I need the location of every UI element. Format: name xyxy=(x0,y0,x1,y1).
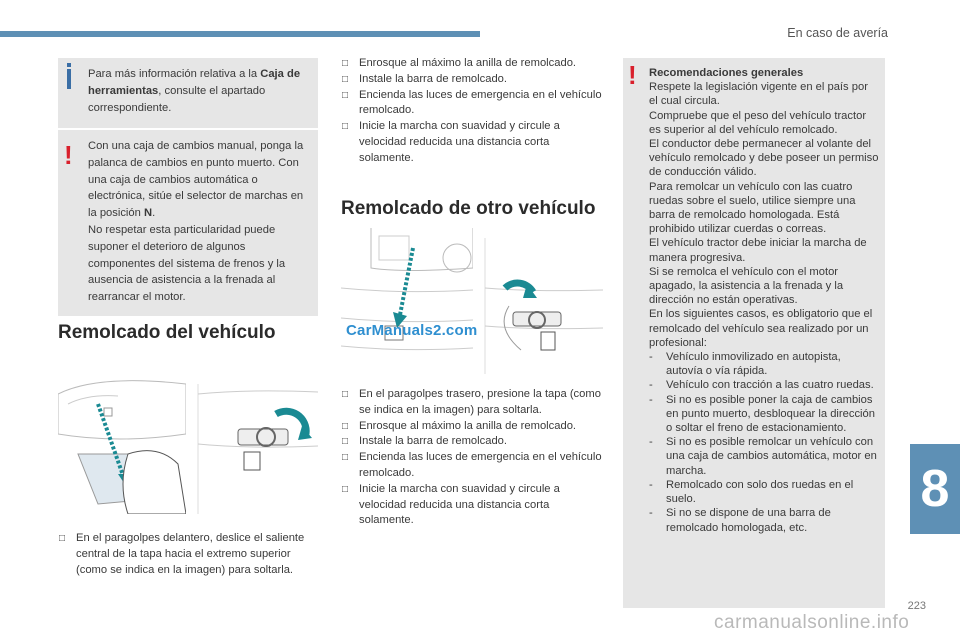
recommendation-paragraph: En los siguientes casos, es obligatorio que el remolcado del vehículo sea realizado por un profesional: xyxy=(649,308,873,349)
rear-tow-ring-illustration xyxy=(475,228,603,374)
tow-ring-illustration xyxy=(188,374,318,514)
check-box-icon: □ xyxy=(342,121,349,133)
mid-top-steps xyxy=(341,56,603,167)
watermark-footer: carmanualsonline.info xyxy=(714,612,910,633)
list-item: - Si no se dispone de una barra de remolcado homologada, etc. xyxy=(649,506,879,534)
list-item: - Si no es posible poner la caja de cambios en punto muerto, desbloquear la dirección o soltar el freno de estacionamiento. xyxy=(649,393,879,436)
recommendation-paragraph: Respete la legislación vigente en el país por el cual circula. xyxy=(649,81,868,108)
professional-cases-list xyxy=(649,350,879,535)
check-box-icon: □ xyxy=(342,389,349,400)
recommendation-paragraph: El vehículo tractor debe iniciar la marcha de manera progresiva. xyxy=(649,237,867,264)
check-box-icon: □ xyxy=(59,533,66,544)
check-box-icon: □ xyxy=(342,73,349,85)
chapter-tab xyxy=(910,444,960,534)
list-item-text: Enrosque al máximo la anilla de remolcado. xyxy=(359,57,577,69)
warning-gearbox-text2: No respetar esta particularidad puede suponer el deterioro de algunos componentes del sistema de frenos y la ausencia de asistencia a la frenada al rearrancar el motor. xyxy=(88,223,286,304)
info-icon xyxy=(67,69,71,89)
front-bumper-illustration xyxy=(58,374,186,514)
list-item xyxy=(58,531,320,578)
recommendations-title xyxy=(649,66,879,80)
list-item-text: Inicie la marcha con suavidad y circule a velocidad reducida una distancia corta solamente. xyxy=(359,120,560,164)
list-item-text: Encienda las luces de emergencia en el vehículo remolcado. xyxy=(359,88,602,117)
list-item xyxy=(341,119,603,166)
check-box-icon: □ xyxy=(342,452,349,464)
list-item xyxy=(341,88,603,120)
list-item: - Vehículo con tracción a las cuatro ruedas. xyxy=(649,378,879,392)
warning-text-prefix: Con una caja de cambios manual, ponga la palanca de cambios en punto muerto. Con una caja de cambios automática o electrónica, sitúe el selector de marchas en la posición xyxy=(88,140,304,220)
other-towing-steps xyxy=(341,387,603,529)
recommendation-paragraph: Para remolcar un vehículo con las cuatro ruedas sobre el suelo, utilice siempre una barra de remolcado homologada. Está prohibido utilizar cuerdas o correas. xyxy=(649,180,856,236)
list-item xyxy=(341,419,603,435)
list-item-text: Enrosque al máximo la anilla de remolcado. xyxy=(359,419,577,432)
list-item xyxy=(341,56,603,72)
check-box-icon: □ xyxy=(342,58,349,69)
rear-bumper-illustration xyxy=(341,228,473,374)
list-item xyxy=(341,387,603,419)
watermark-main: CarManuals2.com xyxy=(346,322,478,339)
section-title: En caso de avería xyxy=(787,26,888,40)
info-note xyxy=(58,58,318,128)
exclamation-icon: ! xyxy=(64,140,73,170)
warning-gearbox xyxy=(58,130,318,316)
warning-gearbox-text1 xyxy=(88,138,308,222)
list-item: - Vehículo inmovilizado en autopista, autovía o vía rápida. xyxy=(649,350,879,378)
check-box-icon: □ xyxy=(342,483,349,495)
list-item-text: Instale la barra de remolcado. xyxy=(359,72,508,85)
check-box-icon: □ xyxy=(342,436,349,448)
info-suffix: , consulte el apartado correspondiente. xyxy=(88,85,266,114)
heading-other-towing: Remolcado de otro vehículo xyxy=(341,198,596,219)
heading-own-towing: Remolcado del vehículo xyxy=(58,322,276,343)
recommendation-paragraph: El conductor debe permanecer al volante del vehículo remolcado y debe poseer un permiso de conducción válido. xyxy=(649,138,879,179)
warning-text-bold: N xyxy=(143,207,153,220)
check-box-icon: □ xyxy=(342,89,349,101)
list-item-text: Instale la barra de remolcado. xyxy=(359,435,508,448)
chapter-number: 8 xyxy=(920,460,950,518)
list-item xyxy=(341,450,603,482)
list-item: - Si no es posible remolcar un vehículo con una caja de cambios automática, motor en marcha. xyxy=(649,435,879,478)
warning-text-suffix: . xyxy=(152,207,156,220)
list-item-text: Encienda las luces de emergencia en el vehículo remolcado. xyxy=(359,451,602,479)
info-prefix: Para más información relativa a la xyxy=(88,68,261,80)
list-item-text: En el paragolpes delantero, deslice el saliente central de la tapa hacia el extremo superior (como se indica en la imagen) para soltarla. xyxy=(76,532,305,576)
own-towing-steps xyxy=(58,531,320,578)
check-box-icon: □ xyxy=(342,420,349,432)
recommendation-paragraph: Compruebe que el peso del vehículo tractor es superior al del vehículo remolcado. xyxy=(649,109,867,136)
list-item-text: En el paragolpes trasero, presione la tapa (como se indica en la imagen) para soltarla. xyxy=(359,388,601,416)
exclamation-icon: ! xyxy=(628,60,637,90)
info-bold: Caja de herramientas xyxy=(88,68,301,97)
recommendation-paragraph: Si se remolca el vehículo con el motor apagado, la asistencia a la frenada y la dirección no están operativas. xyxy=(649,265,844,307)
list-item xyxy=(341,482,603,529)
page-number: 223 xyxy=(907,600,926,612)
list-item: - Remolcado con solo dos ruedas en el suelo. xyxy=(649,478,879,506)
list-item-text: Inicie la marcha con suavidad y circule a velocidad reducida una distancia corta solamente. xyxy=(359,482,560,527)
recommendations-title-text: Recomendaciones generales xyxy=(649,67,804,79)
header-bar xyxy=(0,31,480,37)
recommendations-box xyxy=(623,58,885,608)
list-item xyxy=(341,72,603,88)
list-item xyxy=(341,434,603,450)
